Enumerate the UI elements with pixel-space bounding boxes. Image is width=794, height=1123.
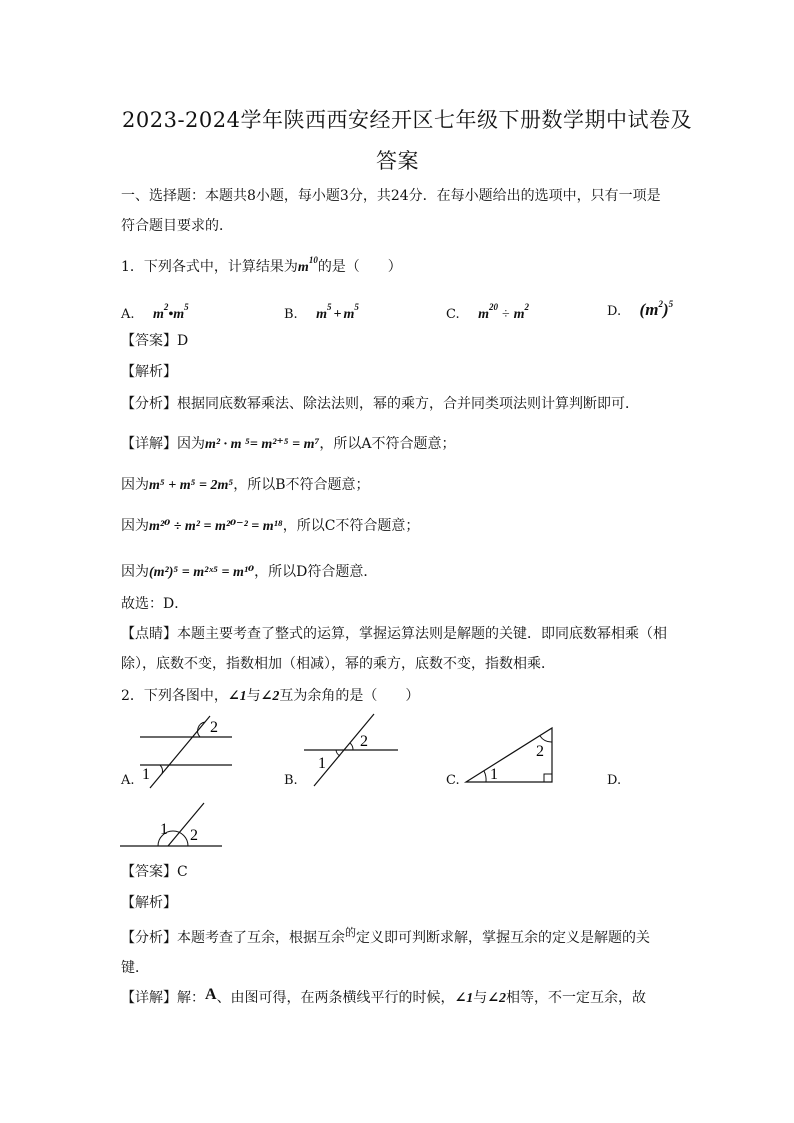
q1-option-d bbox=[607, 300, 673, 322]
detail-option-letter: A bbox=[205, 986, 217, 1003]
section-heading-line2: 符合题目要求的． bbox=[121, 218, 233, 234]
angle-2-label: 2 bbox=[360, 733, 368, 750]
page-title-line1: 2023-2024学年陕西西安经开区七年级下册数学期中试卷及 bbox=[122, 108, 692, 132]
angle-2-arc bbox=[540, 736, 552, 742]
q1-detail-line2 bbox=[121, 475, 370, 496]
detail-text: 与 bbox=[473, 990, 488, 1006]
angle-2-label: 2 bbox=[210, 719, 218, 736]
fenxi-text: 定义即可判断求解，掌握互余的定义是解题的关 bbox=[356, 930, 650, 946]
q1-stem-math bbox=[297, 255, 318, 275]
angle-2-arc bbox=[350, 743, 353, 750]
q2-option-a-label: A. bbox=[121, 773, 135, 788]
math-exp: 20 bbox=[488, 302, 498, 312]
q2-stem-mid: 与 bbox=[246, 688, 261, 704]
q1-stem-exp: 10 bbox=[308, 255, 318, 265]
q1-option-c bbox=[446, 304, 529, 325]
detail-text: 解： bbox=[177, 990, 205, 1006]
q2-answer: 【答案】C bbox=[121, 864, 188, 880]
q1-option-b-math bbox=[316, 302, 359, 322]
detail-pre: 因为 bbox=[121, 518, 149, 534]
figure-a-parallel-lines bbox=[136, 712, 236, 792]
q1-option-c-math bbox=[478, 302, 530, 322]
angle-2-label: 2 bbox=[190, 827, 198, 844]
detail-pre: 因为 bbox=[177, 436, 205, 452]
dianjing-tag: 【点睛】 bbox=[121, 626, 177, 642]
math-exp: 2 bbox=[163, 302, 169, 312]
q1-detail-line1 bbox=[121, 434, 456, 455]
math-base: m bbox=[173, 307, 185, 322]
ray-line bbox=[168, 803, 204, 846]
q2-option-c-label: C. bbox=[446, 773, 460, 788]
fenxi-text: 根据同底数幂乘法、除法法则，幂的乘方，合并同类项法则计算判断即可． bbox=[177, 396, 639, 412]
q1-jiexi: 【解析】 bbox=[121, 364, 177, 380]
q2-fenxi-line1 bbox=[121, 928, 650, 949]
option-label: C. bbox=[446, 307, 460, 322]
detail-math: m² · m ⁵= m²⁺⁵ = m⁷ bbox=[205, 437, 320, 452]
math-exp: 5 bbox=[327, 302, 332, 312]
detail-post: ，所以C不符合题意； bbox=[282, 518, 420, 534]
q2-stem-post: 互为余角的是（ ） bbox=[279, 688, 420, 704]
angle-2-label: 2 bbox=[536, 743, 544, 760]
right-angle-mark bbox=[544, 774, 552, 782]
detail-angle1: ∠1 bbox=[454, 991, 474, 1006]
q1-option-a-math bbox=[152, 302, 189, 322]
q2-jiexi: 【解析】 bbox=[121, 895, 177, 911]
q2-option-d-label: D. bbox=[607, 773, 622, 788]
q1-option-b bbox=[284, 304, 359, 325]
fenxi-tag: 【分析】 bbox=[121, 396, 177, 412]
option-label: B. bbox=[284, 307, 298, 322]
q2-angle1: ∠1 bbox=[227, 689, 247, 704]
math-base: m bbox=[513, 307, 525, 322]
math-base: m bbox=[152, 307, 164, 322]
detail-pre: 因为 bbox=[121, 477, 149, 493]
figure-d-adjacent-angles bbox=[118, 800, 228, 852]
q1-detail-line3 bbox=[121, 516, 419, 537]
dianjing-text: 本题主要考查了整式的运算，掌握运算法则是解题的关键．即同底数幂相乘（相 bbox=[177, 626, 667, 642]
detail-math: m⁵ + m⁵ = 2m⁵ bbox=[149, 478, 234, 493]
angle-1-label: 1 bbox=[490, 766, 498, 783]
q2-detail-line1 bbox=[121, 988, 646, 1009]
detail-text: 相等，不一定互余，故 bbox=[506, 990, 647, 1006]
option-label: A. bbox=[121, 307, 135, 322]
q1-stem-post: 的是（ ） bbox=[317, 259, 402, 275]
math-exp: 5 bbox=[354, 302, 359, 312]
math-base: m bbox=[343, 307, 355, 322]
detail-post: ，所以A不符合题意； bbox=[319, 436, 456, 452]
q1-answer: 【答案】D bbox=[121, 333, 189, 349]
math-base: m bbox=[645, 300, 659, 319]
figure-c-right-triangle bbox=[462, 722, 558, 786]
q1-fenxi bbox=[121, 394, 639, 414]
angle-1-label: 1 bbox=[160, 821, 168, 838]
math-exp: 2 bbox=[524, 302, 530, 312]
angle-1-arc bbox=[336, 750, 340, 756]
option-label: D. bbox=[607, 304, 622, 319]
fenxi-tag: 【分析】 bbox=[121, 930, 177, 946]
detail-post: ，所以B不符合题意； bbox=[233, 477, 370, 493]
angle-1-label: 1 bbox=[318, 755, 326, 772]
xiangjie-tag: 【详解】 bbox=[121, 990, 177, 1006]
angle-1-arc bbox=[484, 771, 486, 782]
q1-detail-line4 bbox=[121, 562, 377, 583]
detail-math: m²⁰ ÷ m² = m²⁰⁻² = m¹⁸ bbox=[149, 519, 283, 534]
q1-option-d-math bbox=[640, 300, 674, 319]
fenxi-raised-char: 的 bbox=[345, 926, 356, 939]
detail-pre: 因为 bbox=[121, 564, 149, 580]
transversal-line bbox=[150, 716, 210, 788]
math-base: m bbox=[478, 307, 489, 322]
q1-option-a bbox=[121, 304, 189, 325]
fenxi-text: 本题考查了互余，根据互余 bbox=[177, 930, 345, 946]
q1-stem bbox=[121, 257, 402, 278]
xiangjie-tag: 【详解】 bbox=[121, 436, 177, 452]
q1-dianjing-line2: 除），底数不变，指数相加（相减），幂的乘方，底数不变，指数相乘． bbox=[121, 656, 555, 672]
figure-b-intersecting-lines bbox=[300, 710, 400, 790]
q2-stem bbox=[121, 686, 419, 707]
math-base: m bbox=[316, 307, 328, 322]
page-title-line2: 答案 bbox=[376, 149, 419, 173]
detail-text: 、由图可得，在两条横线平行的时候， bbox=[216, 990, 455, 1006]
q2-option-b-label: B. bbox=[284, 773, 298, 788]
angle-1-arc bbox=[160, 765, 162, 774]
detail-angle2: ∠2 bbox=[487, 991, 507, 1006]
math-paren: ( bbox=[639, 300, 646, 319]
q1-dianjing-line1 bbox=[121, 624, 667, 644]
q1-stem-base: m bbox=[297, 260, 309, 275]
math-op: ÷ bbox=[501, 307, 510, 322]
math-exp: 5 bbox=[184, 302, 189, 312]
detail-post: ，所以D符合题意． bbox=[254, 564, 378, 580]
math-op: • bbox=[168, 307, 174, 322]
q1-stem-pre: 1．下列各式中，计算结果为 bbox=[121, 259, 298, 275]
detail-math: (m²)⁵ = m²ˣ⁵ = m¹⁰ bbox=[149, 565, 255, 580]
q2-stem-pre: 2．下列各图中， bbox=[121, 688, 228, 704]
angle-1-label: 1 bbox=[142, 766, 150, 783]
q2-fenxi-line2: 键． bbox=[121, 960, 149, 976]
q2-angle2: ∠2 bbox=[260, 689, 280, 704]
math-exp: 2 bbox=[658, 299, 663, 309]
section-heading-line1: 一、选择题：本题共8小题，每小题3分，共24分．在每小题给出的选项中，只有一项是 bbox=[121, 188, 661, 204]
math-op: + bbox=[333, 307, 342, 322]
math-exp: 5 bbox=[668, 299, 674, 309]
q1-guxuan: 故选：D． bbox=[121, 596, 189, 612]
math-paren: ) bbox=[662, 300, 669, 319]
